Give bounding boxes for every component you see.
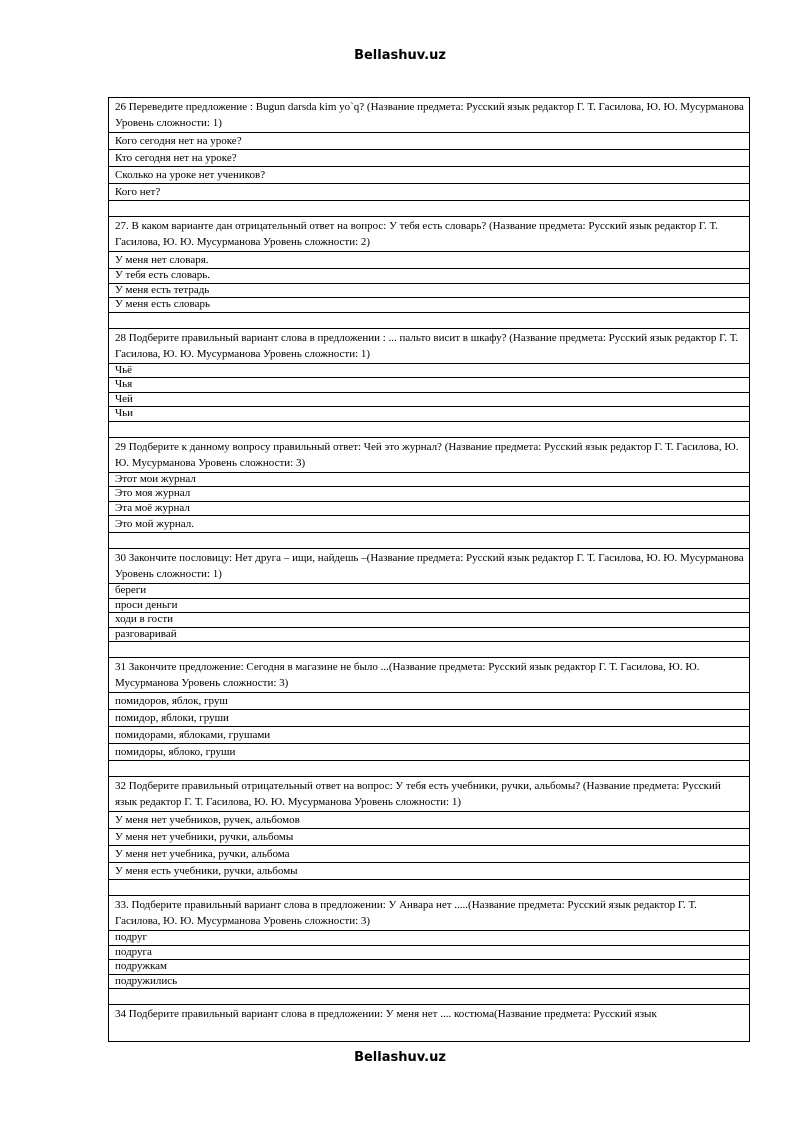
question-27 bbox=[109, 217, 749, 329]
answer-option: береги bbox=[109, 584, 749, 599]
question-26 bbox=[109, 98, 749, 217]
page-footer: Bellashuv.uz bbox=[354, 1050, 446, 1065]
answer-option: помидоров, яблок, груш bbox=[109, 693, 749, 710]
answer-option: Этот мои журнал bbox=[109, 473, 749, 488]
answer-option: Кого нет? bbox=[109, 184, 749, 201]
question-30 bbox=[109, 549, 749, 658]
spacer-row bbox=[109, 422, 749, 438]
spacer-row bbox=[109, 642, 749, 658]
answer-option: У меня нет учебников, ручек, альбомов bbox=[109, 812, 749, 829]
question-text: 32 Подберите правильный отрицательный ответ на вопрос: У тебя есть учебники, ручки, альбомы? (Название предмета: Русский язык редактор Г. Т. Гасилова, Ю. Ю. Мусурманова Уровень сложности: 1) bbox=[109, 777, 749, 812]
answer-option: проси деньги bbox=[109, 599, 749, 614]
answer-option: Сколько на уроке нет учеников? bbox=[109, 167, 749, 184]
question-text: 26 Переведите предложение : Bugun darsda kim yo`q? (Название предмета: Русский язык редактор Г. Т. Гасилова, Ю. Ю. Мусурманова Уровень сложности: 1) bbox=[109, 98, 749, 133]
answer-option: У меня есть тетрадь bbox=[109, 284, 749, 299]
spacer-row bbox=[109, 989, 749, 1005]
answer-option: У меня нет учебники, ручки, альбомы bbox=[109, 829, 749, 846]
question-29 bbox=[109, 438, 749, 550]
spacer-row bbox=[109, 201, 749, 217]
question-text: 33. Подберите правильный вариант слова в предложении: У Анвара нет .....(Название предмета: Русский язык редактор Г. Т. Гасилова, Ю. Ю. Мусурманова Уровень сложности: 3) bbox=[109, 896, 749, 931]
question-text: 34 Подберите правильный вариант слова в предложении: У меня нет .... костюма(Название предмета: Русский язык bbox=[115, 1008, 657, 1020]
question-28 bbox=[109, 329, 749, 438]
questions-table bbox=[108, 97, 750, 1042]
spacer-row bbox=[109, 313, 749, 329]
page-header: Bellashuv.uz bbox=[354, 48, 446, 63]
answer-option: У меня есть словарь bbox=[109, 298, 749, 313]
answer-option: Чьё bbox=[109, 364, 749, 379]
answer-option: разговаривай bbox=[109, 628, 749, 643]
answer-option: Чьи bbox=[109, 407, 749, 422]
answer-option: У меня есть учебники, ручки, альбомы bbox=[109, 863, 749, 880]
question-33 bbox=[109, 896, 749, 1005]
answer-option: ходи в гости bbox=[109, 613, 749, 628]
spacer-row bbox=[109, 761, 749, 777]
answer-option: помидорами, яблоками, грушами bbox=[109, 727, 749, 744]
question-text: 29 Подберите к данному вопросу правильный ответ: Чей это журнал? (Название предмета: Русский язык редактор Г. Т. Гасилова, Ю. Ю. Мусурманова Уровень сложности: 3) bbox=[109, 438, 749, 473]
answer-option: У меня нет учебника, ручки, альбома bbox=[109, 846, 749, 863]
question-text: 31 Закончите предложение: Сегодня в магазине не было ...(Название предмета: Русский язык редактор Г. Т. Гасилова, Ю. Ю. Мусурманова Уровень сложности: 3) bbox=[109, 658, 749, 693]
answer-option: Кого сегодня нет на уроке? bbox=[109, 133, 749, 150]
answer-option: подруга bbox=[109, 946, 749, 961]
answer-option: подружкам bbox=[109, 960, 749, 975]
answer-option: Кто сегодня нет на уроке? bbox=[109, 150, 749, 167]
answer-option: Это моя журнал bbox=[109, 487, 749, 502]
question-text: 27. В каком варианте дан отрицательный ответ на вопрос: У тебя есть словарь? (Название предмета: Русский язык редактор Г. Т. Гасилова, Ю. Ю. Мусурманова Уровень сложности: 2) bbox=[109, 217, 749, 252]
answer-option: Чья bbox=[109, 378, 749, 393]
answer-option: Чей bbox=[109, 393, 749, 408]
answer-option: подружились bbox=[109, 975, 749, 990]
answer-option: помидор, яблоки, груши bbox=[109, 710, 749, 727]
answer-option: Эта моё журнал bbox=[109, 502, 749, 517]
question-text: 30 Закончите пословицу: Нет друга – ищи, найдешь –(Название предмета: Русский язык редактор Г. Т. Гасилова, Ю. Ю. Мусурманова Уровень сложности: 1) bbox=[109, 549, 749, 584]
question-31 bbox=[109, 658, 749, 777]
answer-option: подруг bbox=[109, 931, 749, 946]
question-text: 28 Подберите правильный вариант слова в предложении : ... пальто висит в шкафу? (Название предмета: Русский язык редактор Г. Т. Гасилова, Ю. Ю. Мусурманова Уровень сложности: 1) bbox=[109, 329, 749, 364]
question-34 bbox=[109, 1005, 749, 1023]
question-32 bbox=[109, 777, 749, 896]
spacer-row bbox=[109, 880, 749, 896]
spacer-row bbox=[109, 533, 749, 549]
answer-option: Это мой журнал. bbox=[109, 516, 749, 533]
answer-option: У меня нет словаря. bbox=[109, 252, 749, 269]
answer-option: У тебя есть словарь. bbox=[109, 269, 749, 284]
answer-option: помидоры, яблоко, груши bbox=[109, 744, 749, 761]
